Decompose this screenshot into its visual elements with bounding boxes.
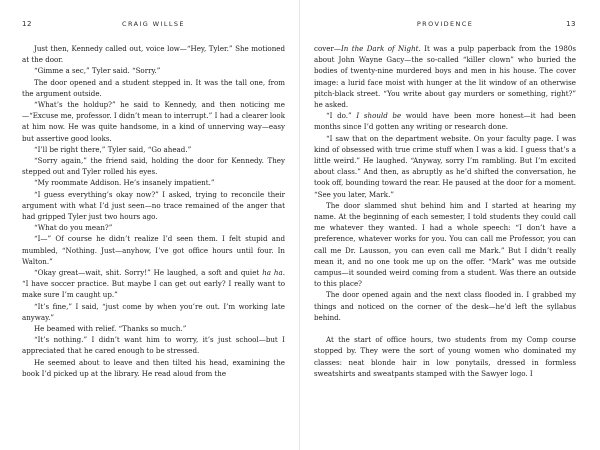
paragraph: “Sorry again,” the friend said, holding the door for Kennedy. They stepped out and Tyler rolled his eyes. [22, 156, 285, 177]
paragraph: The door opened again and the next class flooded in. I grabbed my things and noticed on the corner of the desk—he’d left the syllabus behind. [314, 290, 576, 322]
paragraph: Just then, Kennedy called out, voice low—“Hey, Tyler.” She motioned at the door. [22, 44, 285, 65]
paragraph: “I—” Of course he didn’t realize I’d seen them. I felt stupid and mumbled, “Nothing. Just—anyhow, I’ve got office hours until four. In Walton.” [22, 234, 285, 266]
paragraph: “It’s fine,” I said, “just come by when you’re out. I’m working late anyway.” [22, 301, 285, 322]
paragraph: “Okay great—wait, shit. Sorry!” He laughed, a soft and quiet ha ha. “I have soccer practice. But maybe I can get out early? I really want to make sure I’m caught up.” [22, 268, 285, 300]
right-page-header [314, 20, 576, 29]
paragraph: He beamed with relief. “Thanks so much.” [34, 324, 187, 334]
left-page-body [22, 43, 285, 379]
paragraph: cover—In the Dark of Night. It was a pulp paperback from the 1980s about John Wayne Gacy—the so-called “killer clown” who buried the bodies of twenty-nine murdered boys and men in his house. The cover image: a lurid face moist with hunger at the lit window of an otherwise pitch-black street. “You write about gay murders or something, right?” he asked. [314, 44, 576, 110]
paragraph: “Gimme a sec,” Tyler said. “Sorry.” [34, 66, 161, 76]
left-page-number: 12 [22, 20, 32, 28]
paragraph: The door slammed shut behind him and I started at hearing my name. At the beginning of each semester, I told students they could call me whatever they wanted. I had a whole speech: “I don’t have a preference, whatever works for you. You can call me Professor, you can call me Dr. Lausson, you can even call me Mark.” But I didn’t really mean it, and no one took me up on the offer. “Mark” was me outside campus—it sounded weird coming from a student. Was there an outside to this place? [314, 200, 576, 289]
paragraph: “My roommate Addison. He’s insanely impatient.” [34, 178, 215, 188]
right-page-body [314, 43, 576, 379]
paragraph: “I saw that on the department website. On your faculty page. I was kind of obsessed with true crime stuff when I was a kid. I guess that’s a little weird.” He laughed. “Anyway, sorry I’m rambling. But I’m excited about class.” And then, as abruptly as he’d shifted the conversation, he took off, bounding toward the rear. He paused at the door for a moment. “See you later, Mark.” [314, 133, 576, 199]
paragraph: “What’s the holdup?” he said to Kennedy, and then noticing me—“Excuse me, professor. I didn’t mean to interrupt.” I had a clearer look at him now. He was quite handsome, in a kind of unnerving way—easy but assertive good looks. [22, 100, 285, 143]
emphasis: I should be [356, 111, 402, 121]
emphasis: In the Dark of Night [340, 44, 419, 53]
right-running-head: PROVIDENCE [416, 20, 474, 28]
right-page-number: 13 [566, 20, 576, 28]
paragraph: “I do.” I should be would have been more honest—it had been months since I’d gotten any writing or research done. [314, 111, 576, 132]
paragraph: The door opened and a student stepped in. It was the tall one, from the argument outside. [22, 77, 285, 98]
paragraph: “It’s nothing.” I didn’t want him to worry, it’s just school—but I appreciated that he cared enough to be stressed. [22, 335, 285, 356]
paragraph: “I’ll be right there,” Tyler said, “Go ahead.” [34, 144, 192, 154]
paragraph: At the start of office hours, two students from my Comp course stopped by. They were the sort of young women who dominated my classes: neat blonde hair in low ponytails, dressed in formless sweatshirts and sweatpants stamped with the Sawyer logo. I [314, 335, 576, 378]
emphasis: ha ha [262, 268, 283, 278]
paragraph: “What do you mean?” [34, 223, 113, 233]
paragraph: “I guess everything’s okay now?” I asked, trying to reconcile their argument with what I’d just seen—no trace remained of the anger that had gripped Tyler just two hours ago. [22, 189, 285, 222]
left-page-header [22, 20, 285, 29]
paragraph: He seemed about to leave and then tilted his head, examining the book I’d picked up at the library. He read aloud from the [22, 357, 285, 378]
right-page [300, 0, 600, 450]
left-running-head: CRAIG WILLSE [122, 20, 185, 28]
